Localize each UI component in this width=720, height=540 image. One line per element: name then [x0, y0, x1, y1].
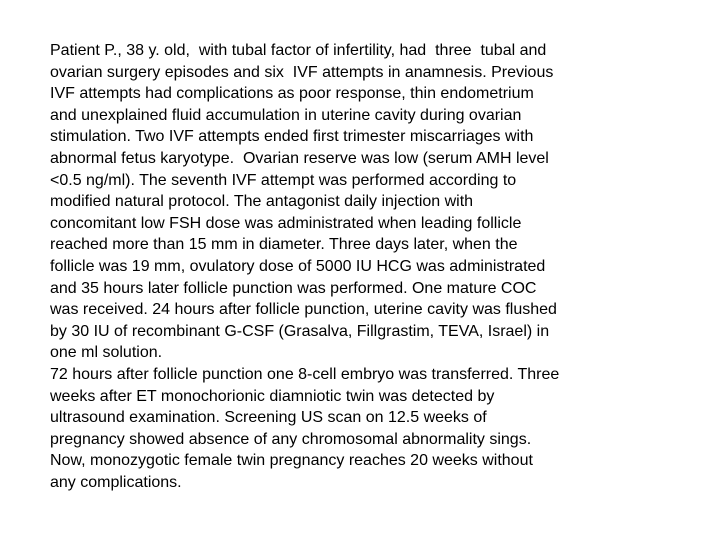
text-line: ovarian surgery episodes and six IVF attempts in anamnesis. Previous	[50, 63, 554, 81]
case-report-text	[50, 40, 690, 493]
text-line: IVF attempts had complications as poor response, thin endometrium	[50, 85, 534, 103]
text-line: Now, monozygotic female twin pregnancy reaches 20 weeks without	[50, 452, 533, 470]
text-line: one ml solution.	[50, 344, 163, 362]
text-line: and unexplained fluid accumulation in uterine cavity during ovarian	[50, 106, 522, 124]
text-line: follicle was 19 mm, ovulatory dose of 5000 IU HCG was administrated	[50, 257, 546, 275]
text-line: weeks after ET monochorionic diamniotic twin was detected by	[50, 387, 495, 405]
text-line: Patient P., 38 y. old, with tubal factor of infertility, had three tubal and	[50, 42, 547, 59]
text-line: 72 hours after follicle punction one 8-cell embryo was transferred. Three	[50, 365, 560, 383]
text-line: stimulation. Two IVF attempts ended first trimester miscarriages with	[50, 128, 534, 146]
text-line: pregnancy showed absence of any chromosomal abnormality sings.	[50, 430, 532, 448]
text-line: concomitant low FSH dose was administrated when leading follicle	[50, 214, 522, 232]
text-line: any complications.	[50, 473, 182, 491]
text-line: reached more than 15 mm in diameter. Three days later, when the	[50, 236, 518, 254]
text-line: by 30 IU of recombinant G-CSF (Grasalva, Fillgrastim, TEVA, Israel) in	[50, 322, 550, 340]
text-line: modified natural protocol. The antagonist daily injection with	[50, 193, 474, 211]
text-line: was received. 24 hours after follicle punction, uterine cavity was flushed	[50, 301, 557, 319]
text-line: <0.5 ng/ml). The seventh IVF attempt was performed according to	[50, 171, 517, 189]
text-line: abnormal fetus karyotype. Ovarian reserve was low (serum AMH level	[50, 149, 549, 167]
text-line: and 35 hours later follicle punction was performed. One mature COC	[50, 279, 537, 297]
text-line: ultrasound examination. Screening US scan on 12.5 weeks of	[50, 409, 487, 427]
